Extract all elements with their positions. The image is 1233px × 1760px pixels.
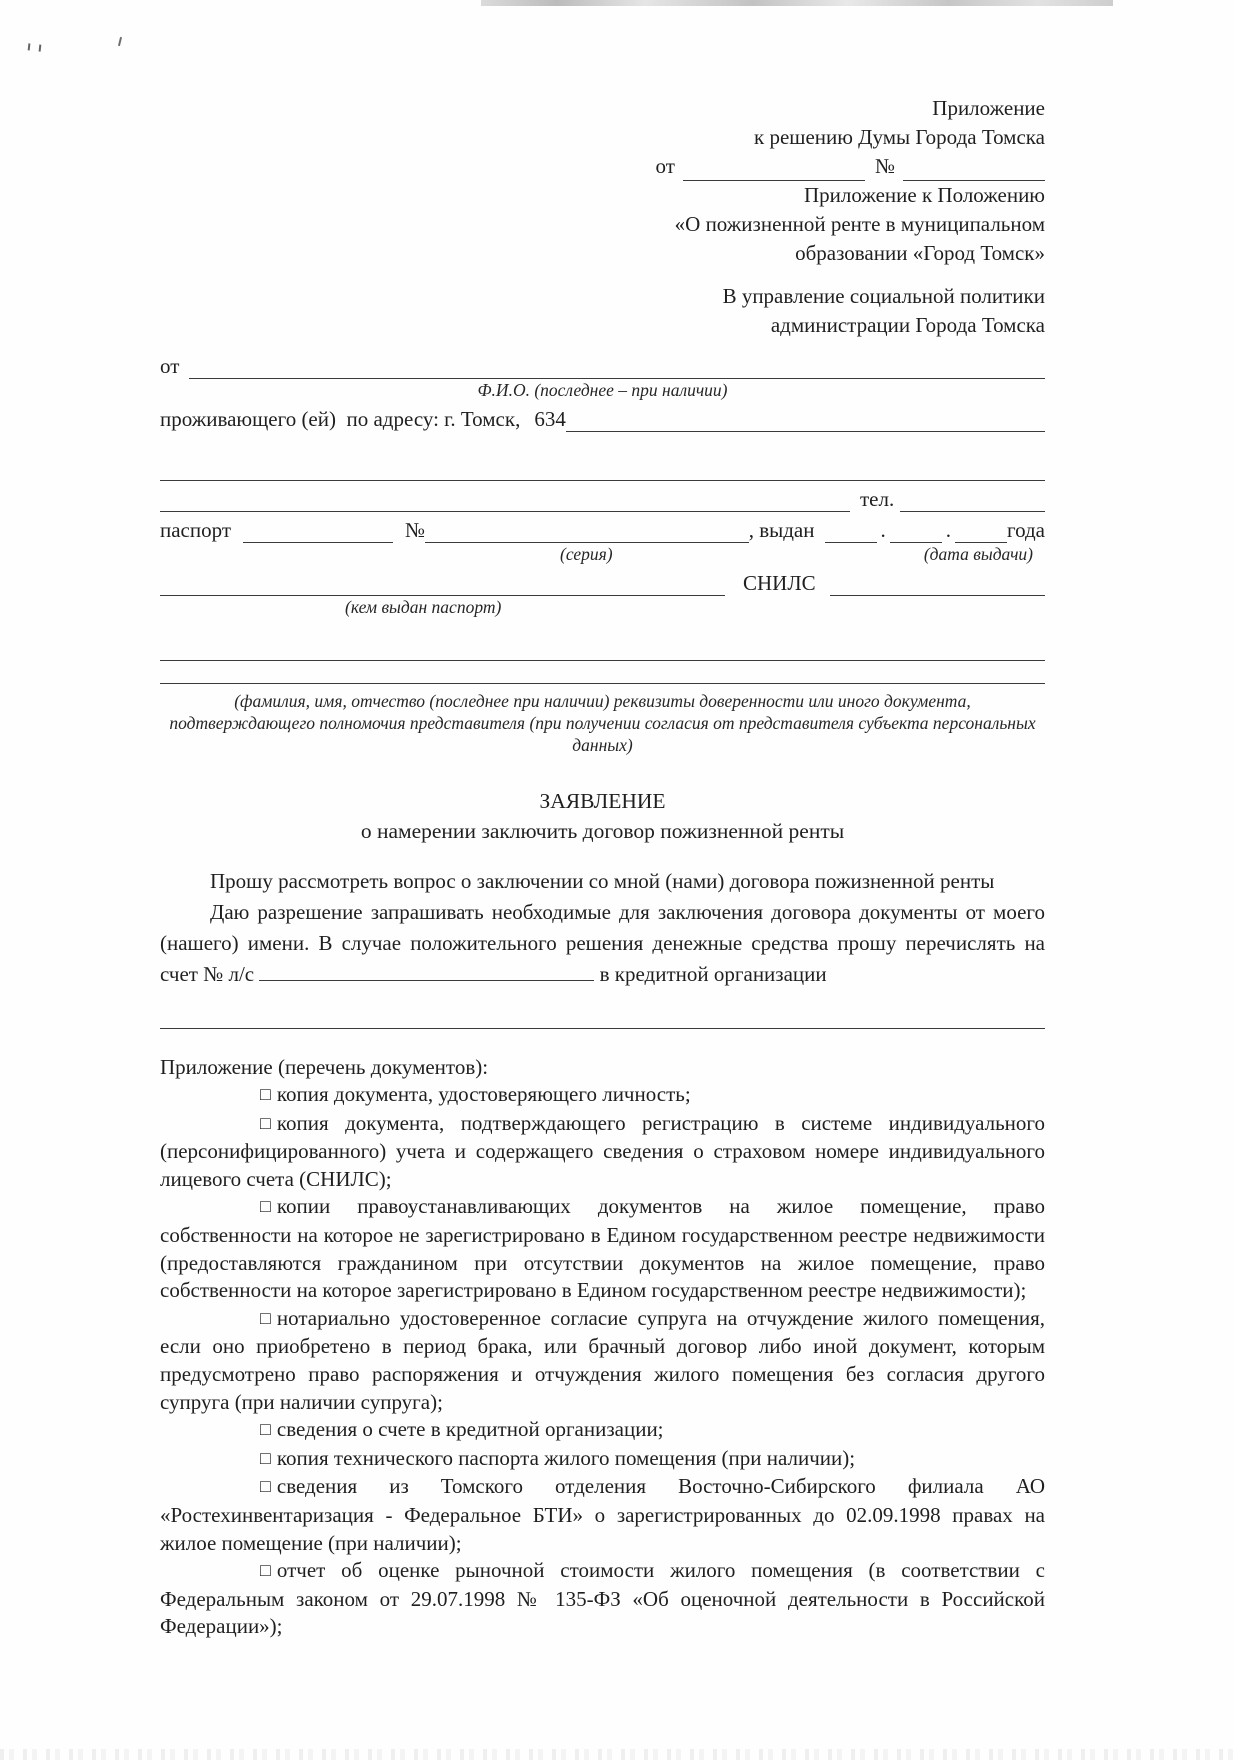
issue-month-blank xyxy=(890,518,942,543)
address-label: проживающего (ей) по адресу: г. Томск, xyxy=(160,407,521,431)
attachment-item-text: сведения из Томского отделения Восточно-Сибирского филиала АО «Ростехинвентаризация - Федеральное БТИ» о зарегистрированных до 02.09.1998 правах на жилое помещение (при наличии); xyxy=(160,1474,1045,1555)
snils-label: СНИЛС xyxy=(743,571,816,595)
address-row xyxy=(160,401,1045,432)
attachment-item xyxy=(160,1445,1045,1474)
passport-captions-row xyxy=(160,543,1045,565)
addressee-line: В управление социальной политики xyxy=(722,284,1045,308)
attachment-item-text: отчет об оценке рыночной стоимости жилого помещения (в соответствии с Федеральным законом от 29.07.1998 № 135-ФЗ «Об оценочной деятельности в Российской Федерации»); xyxy=(160,1558,1045,1639)
representative-blank-line xyxy=(160,638,1045,661)
passport-issued-label: , выдан xyxy=(748,518,815,542)
issue-date-caption: (дата выдачи) xyxy=(923,544,1033,564)
date-dot: . xyxy=(945,518,951,542)
checkbox-icon: □ xyxy=(260,1112,271,1133)
header-appendix xyxy=(160,94,1045,268)
body-paragraph-permission-text: Даю разрешение запрашивать необходимые для заключения договора документы от моего (нашего) имени. В случае положительного решения денежные средства прошу перечислять на счет № л/с xyxy=(160,900,1045,986)
issue-day-blank xyxy=(825,518,877,543)
application-title-block xyxy=(160,786,1045,846)
year-label: года xyxy=(1007,518,1045,542)
body-paragraph-permission xyxy=(160,897,1045,990)
appendix-line: «О пожизненной ренте в муниципальном xyxy=(674,212,1045,236)
checkbox-icon: □ xyxy=(260,1307,271,1328)
attachment-item xyxy=(160,1110,1045,1194)
number-label: № xyxy=(874,154,895,178)
attachments-heading: Приложение (перечень документов): xyxy=(160,1055,489,1079)
scan-artifact-top-band xyxy=(481,0,1113,6)
phone-left-blank xyxy=(160,487,850,512)
address-continuation-row xyxy=(160,450,1045,481)
ink-speck xyxy=(28,43,42,51)
passport-number-blank xyxy=(425,518,749,543)
appendix-date-number-row xyxy=(160,152,1045,181)
checkbox-icon: □ xyxy=(260,1447,271,1468)
attachment-item-text: копия документа, подтверждающего регистрацию в системе индивидуального (персонифицированного) учета и содержащего сведения о страховом номере индивидуального лицевого счета (СНИЛС); xyxy=(160,1110,1045,1191)
checkbox-icon: □ xyxy=(260,1196,271,1217)
application-subtitle: о намерении заключить договор пожизненной ренты xyxy=(360,819,845,843)
phone-blank xyxy=(900,487,1045,512)
issuer-caption: (кем выдан паспорт) xyxy=(345,597,502,617)
series-caption: (серия) xyxy=(560,544,613,564)
snils-blank xyxy=(830,571,1045,596)
attachment-item-text: нотариально удостоверенное согласие супруга на отчуждение жилого помещения, если оно приобретено в период брака, или брачный договор либо иной документ, которым предусмотрено право распоряжения и отчуждения жилого помещения без согласия другого супруга (при наличии супруга); xyxy=(160,1305,1045,1414)
date-from-label: от xyxy=(655,154,675,178)
fio-caption: Ф.И.О. (последнее – при наличии) xyxy=(477,380,728,400)
checkbox-icon: □ xyxy=(260,1476,271,1497)
appendix-line: Приложение xyxy=(932,96,1045,120)
scan-artifact-bottom-band xyxy=(0,1749,1233,1760)
account-number-blank xyxy=(259,960,594,981)
address-blank xyxy=(566,407,1045,432)
addressee-line: администрации Города Томска xyxy=(770,313,1045,337)
checkbox-icon: □ xyxy=(260,1560,271,1581)
credit-org-label: в кредитной организации xyxy=(599,962,827,986)
representative-caption: (фамилия, имя, отчество (последнее при наличии) реквизиты доверенности или иного документа, подтверждающего полномочия представителя (при получении согласия от представителя субъекта персональных данных) xyxy=(169,691,1036,755)
date-dot: . xyxy=(880,518,886,542)
document-content xyxy=(160,94,1045,1641)
attachment-item xyxy=(160,1416,1045,1445)
phone-label: тел. xyxy=(860,487,895,511)
passport-row xyxy=(160,512,1045,543)
postal-index-prefix: 634 xyxy=(534,407,566,431)
representative-blank-line xyxy=(160,661,1045,684)
fio-blank xyxy=(189,354,1045,379)
phone-row xyxy=(160,481,1045,512)
appendix-line: Приложение к Положению xyxy=(804,183,1045,207)
addressee-block xyxy=(160,282,1045,340)
attachment-item xyxy=(160,1557,1045,1641)
attachments-section xyxy=(160,1053,1045,1641)
checkbox-icon: □ xyxy=(260,1084,271,1104)
address-continuation-blank xyxy=(160,456,1045,481)
checkbox-icon: □ xyxy=(260,1419,271,1440)
issue-year-blank xyxy=(955,518,1007,543)
appendix-line: образовании «Город Томск» xyxy=(795,241,1045,265)
number-blank xyxy=(903,156,1045,181)
passport-series-blank xyxy=(243,518,393,543)
appendix-line: к решению Думы Города Томска xyxy=(754,125,1045,149)
attachment-item-text: копия технического паспорта жилого помещения (при наличии); xyxy=(276,1445,856,1470)
attachment-item xyxy=(160,1081,1045,1110)
attachment-item-text: копии правоустанавливающих документов на жилое помещение, право собственности на которое не зарегистрировано в Едином государственном реестре недвижимости (предоставляются гражданином при отсутствии документов на жилое помещение, право собственности на которое зарегистрировано в Едином государственном реестре недвижимости); xyxy=(160,1194,1045,1303)
from-label: от xyxy=(160,354,180,378)
attachment-item xyxy=(160,1473,1045,1557)
passport-issuer-blank xyxy=(160,571,725,596)
from-row xyxy=(160,348,1045,379)
application-title: ЗАЯВЛЕНИЕ xyxy=(539,789,666,813)
snils-row xyxy=(160,565,1045,596)
credit-organization-blank-line xyxy=(160,1006,1045,1029)
body-paragraph-request: Прошу рассмотреть вопрос о заключении со мной (нами) договора пожизненной ренты xyxy=(210,869,995,893)
passport-label: паспорт xyxy=(160,518,232,542)
attachment-item xyxy=(160,1305,1045,1416)
date-blank xyxy=(683,156,865,181)
attachment-item xyxy=(160,1193,1045,1304)
attachment-item-text: копия документа, удостоверяющего личность; xyxy=(276,1082,691,1106)
attachment-item-text: сведения о счете в кредитной организации; xyxy=(276,1417,664,1442)
ink-speck xyxy=(118,37,122,46)
passport-no-label: № xyxy=(405,518,426,542)
